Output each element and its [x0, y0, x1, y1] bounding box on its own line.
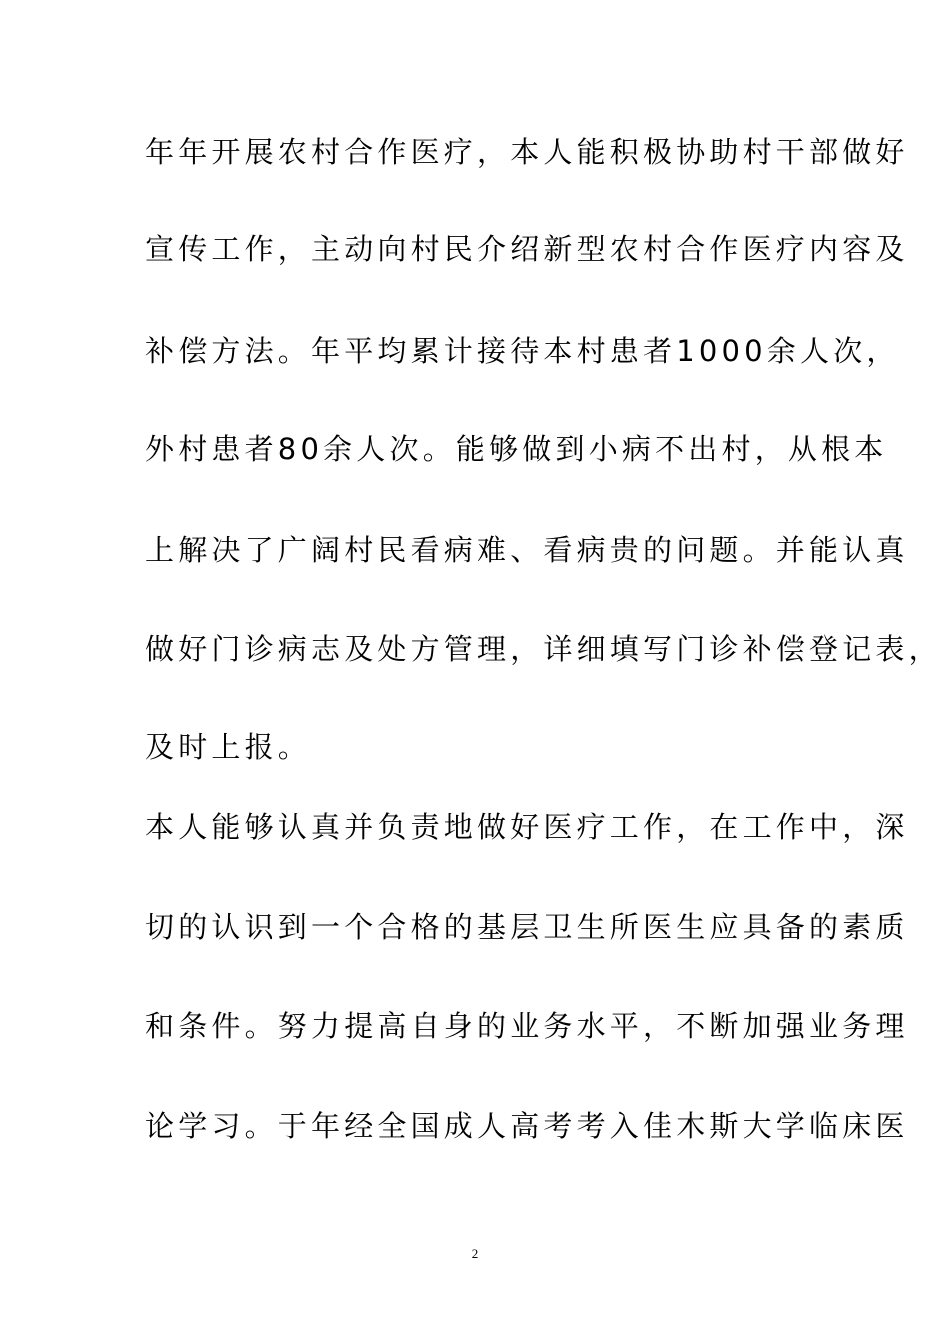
text-line: 年年开展农村合作医疗，本人能积极协助村干部做好 — [145, 135, 909, 169]
text-line: 切的认识到一个合格的基层卫生所医生应具备的素质 — [145, 910, 909, 944]
text-line: 及时上报。 — [145, 730, 312, 764]
text-line: 本人能够认真并负责地做好医疗工作，在工作中，深 — [145, 810, 909, 844]
text-line: 做好门诊病志及处方管理，详细填写门诊补偿登记表， — [145, 632, 942, 666]
text-line: 宣传工作，主动向村民介绍新型农村合作医疗内容及 — [145, 232, 909, 266]
text-line: 和条件。努力提高自身的业务水平，不断加强业务理 — [145, 1009, 909, 1043]
page-number: 2 — [471, 1246, 479, 1261]
text-line: 论学习。于年经全国成人高考考入佳木斯大学临床医 — [145, 1109, 909, 1143]
text-line: 外村患者80余人次。能够做到小病不出村，从根本 — [145, 432, 888, 466]
text-line: 上解决了广阔村民看病难、看病贵的问题。并能认真 — [145, 533, 909, 567]
text-line: 补偿方法。年平均累计接待本村患者1000余人次， — [145, 334, 900, 368]
